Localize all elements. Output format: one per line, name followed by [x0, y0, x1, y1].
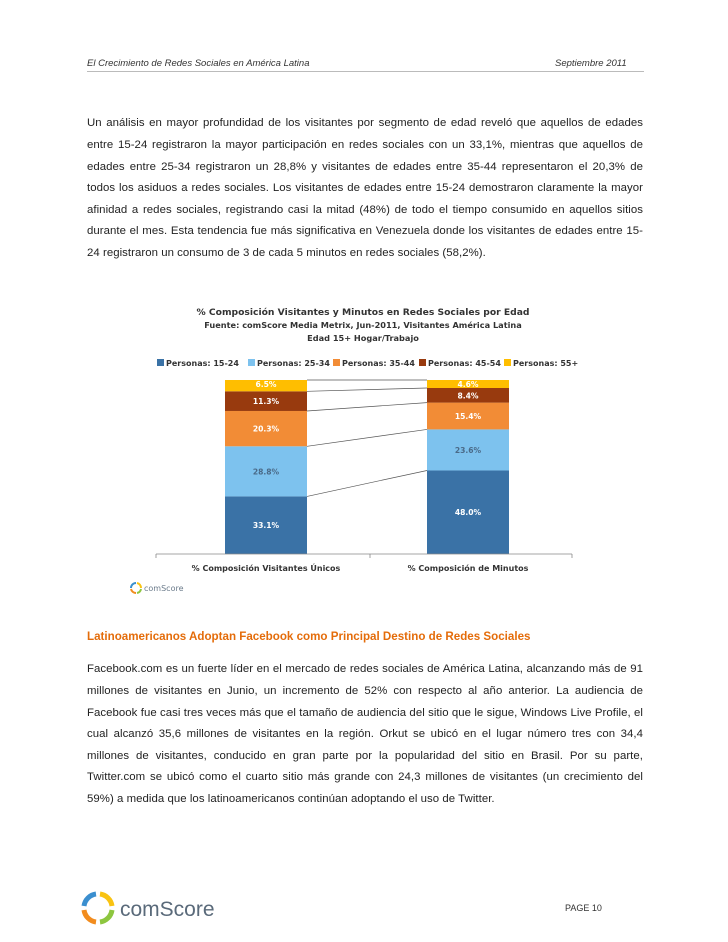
header-divider — [87, 71, 644, 72]
legend-swatch-1 — [157, 359, 164, 366]
paragraph-facebook: Facebook.com es un fuerte líder en el mercado de redes sociales de América Latina, alcanzando más de 91 millones de visitantes en Junio, un incremento de 52% con respecto al año anterior. La audiencia de Facebook fue casi tres veces más que el tamaño de audiencia del sitio que le sigue, Windows Live Profile, el cual alcanzó 35,6 millones de visitantes en la región. Orkut se ubicó en el lugar número tres con 34,4 millones de visitantes, conducido en gran parte por la popularidad del sitio en Brasil. Por su parte, Twitter.com se ubicó como el cuarto sitio más grande con 24,3 millones de visitantes (un crecimiento del 59%) a medida que los latinoamericanos continúan adoptando el uso de Twitter. — [87, 663, 643, 805]
chart-logo-arc-yellow — [137, 583, 141, 588]
data-label-2-2: 23.6% — [454, 445, 482, 455]
data-label-1-2: 28.8% — [252, 467, 280, 477]
connector-line-3 — [307, 403, 427, 411]
data-label-1-1: 33.1% — [252, 521, 280, 531]
legend-label-4: Personas: 45-54 — [428, 359, 501, 368]
chart-subtitle-age: Edad 15+ Hogar/Trabajo — [307, 333, 419, 343]
legend-swatch-3 — [333, 359, 340, 366]
paragraph-age-analysis: Un análisis en mayor profundidad de los visitantes por segmento de edad reveló que aquellos de edades entre 15-24 registraron la mayor participación en redes sociales con un 33,1%, mientras que aquellos de edades entre 25-34 registraron un 28,8% y visitantes de edades entre 35-44 representaron el 20,3% de todos los asiduos a redes sociales. Los visitantes de edades entre 15-24 demostraron claramente la mayor afinidad a redes sociales, registrando casi la mitad (48%) de todo el tiempo consumido en aquellos sitios durante el mes. Esta tendencia fue más significativa en Venezuela donde los visitantes de edades entre 15-24 registraron un consumo de 3 de cada 5 minutos en redes sociales (58,2%). — [87, 117, 643, 259]
header-date: Septiembre 2011 — [555, 58, 627, 69]
chart-logo-arc-green — [137, 589, 141, 593]
legend-label-5: Personas: 55+ — [513, 359, 579, 368]
connector-line-1 — [307, 470, 427, 496]
legend-label-1: Personas: 15-24 — [166, 359, 239, 368]
x-tick-label-1: % Composición Visitantes Únicos — [191, 564, 341, 573]
data-label-2-4: 8.4% — [457, 391, 479, 401]
chart-title: % Composición Visitantes y Minutos en Redes Sociales por Edad — [196, 307, 530, 318]
footer-logo-text: comScore — [120, 898, 215, 921]
data-label-1-3: 20.3% — [252, 424, 280, 434]
chart-logo-arc-blue — [131, 583, 136, 588]
chart-logo-text: comScore — [144, 584, 184, 593]
chart-logo-arc-orange — [131, 589, 136, 593]
data-label-2-1: 48.0% — [454, 508, 482, 518]
chart-canvas — [88, 300, 644, 610]
data-label-1-5: 6.5% — [255, 380, 277, 389]
page-number: PAGE 10 — [565, 903, 602, 913]
legend-label-2: Personas: 25-34 — [257, 359, 330, 368]
data-label-2-3: 15.4% — [454, 412, 482, 422]
legend-swatch-2 — [248, 359, 255, 366]
data-label-1-4: 11.3% — [252, 397, 280, 407]
legend-label-3: Personas: 35-44 — [342, 359, 415, 368]
legend-swatch-4 — [419, 359, 426, 366]
connector-line-2 — [307, 429, 427, 446]
connector-line-4 — [307, 388, 427, 391]
header-title: El Crecimiento de Redes Sociales en América Latina — [87, 58, 310, 69]
section-title-facebook: Latinoamericanos Adoptan Facebook como Principal Destino de Redes Sociales — [87, 630, 531, 643]
footer-logo — [80, 890, 220, 931]
chart-subtitle-source: Fuente: comScore Media Metrix, Jun-2011, Visitantes América Latina — [204, 320, 522, 330]
x-tick-label-2: % Composición de Minutos — [407, 564, 529, 573]
legend-swatch-5 — [504, 359, 511, 366]
data-label-2-5: 4.6% — [457, 380, 479, 389]
comscore-logo-icon — [80, 890, 220, 926]
stacked-bar-chart — [88, 300, 644, 610]
